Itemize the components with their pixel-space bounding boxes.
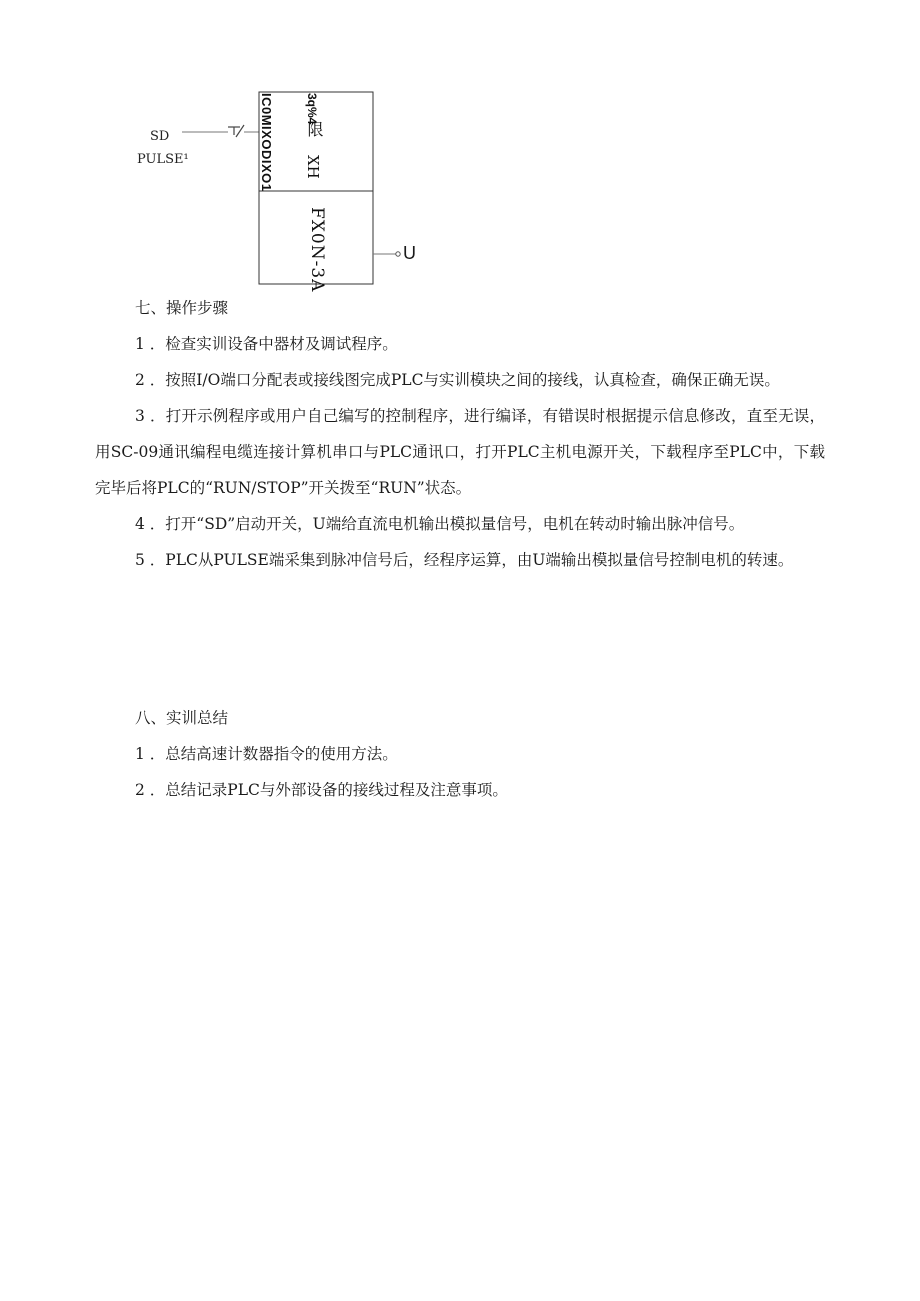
section-8-heading: 八、实训总结 (135, 709, 229, 727)
section-8 (95, 700, 825, 808)
section-7 (95, 290, 825, 578)
wiring-diagram-lines (120, 85, 440, 295)
module-terminal-code: IC0MIXODIXO1 (259, 93, 274, 192)
label-u: U (403, 243, 416, 263)
section-7-heading: 七、操作步骤 (135, 299, 229, 317)
step-2: 2 ．按照I/O端口分配表或接线图完成PLC与实训模块之间的接线，认真检查，确保正确无误。 (135, 371, 780, 389)
switch-contact-icon (228, 125, 259, 137)
label-pulse: PULSE¹ (137, 152, 189, 167)
step-5: 5 ．PLC从PULSE端采集到脉冲信号后，经程序运算，由U端输出模拟量信号控制电机的转速。 (135, 551, 794, 569)
module-char: 限 (305, 121, 324, 137)
module-xh: XH (304, 155, 322, 179)
summary-item-2: 2 ．总结记录PLC与外部设备的接线过程及注意事项。 (135, 781, 508, 799)
output-terminal-icon (396, 252, 400, 256)
module-model: FX0N-3A (307, 207, 327, 293)
step-4: 4 ．打开“SD”启动开关，U端给直流电机输出模拟量信号，电机在转动时输出脉冲信号。 (135, 515, 745, 533)
step-1: 1 ．检查实训设备中器材及调试程序。 (135, 335, 398, 353)
wiring-diagram (120, 85, 440, 295)
module-spec: 3q%4 (305, 93, 319, 125)
label-sd: SD (150, 129, 170, 144)
step-3: 3 ．打开示例程序或用户自己编写的控制程序，进行编译，有错误时根据提示信息修改，直至无误，用SC-09通讯编程电缆连接计算机串口与PLC通讯口，打开PLC主机电源开关，下载程序至PLC中，下载完毕后将PLC的“RUN/STOP”开关拨至“RUN”状态。 (95, 407, 825, 497)
summary-item-1: 1 ．总结高速计数器指令的使用方法。 (135, 745, 398, 763)
